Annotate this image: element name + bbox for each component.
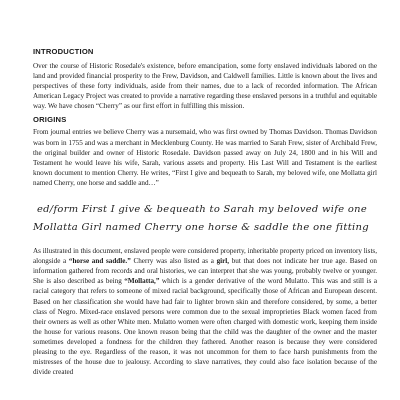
introduction-heading: INTRODUCTION bbox=[33, 47, 94, 56]
analysis-text-1: As illustrated in this document, enslaved people were considered property, inheritable property priced on inventory lists, alongside a bbox=[33, 247, 377, 266]
analysis-text-2: Cherry was also listed as a bbox=[130, 257, 217, 266]
mollatta-term: “Mollatta,” bbox=[124, 277, 160, 286]
girl-term: girl, bbox=[216, 257, 230, 266]
origins-paragraph: From journal entries we believe Cherry was a nursemaid, who was first owned by Thomas Davidson. Thomas Davidson was born in 1755 and was a merchant in Mecklenburg County. He was married to Sarah Frew, sister of Archibald Frew, the original builder and owner of Historic Rosedale. Davidson passed away on July 24, 1800 and in his Will and Testament he would leave his wife, Sarah, various assets and property. His Last Will and Testament is the earliest known document to mention Cherry. He writes, “First I give and bequeath to Sarah, my beloved wife, one Mollatta girl named Cherry, one horse and saddle and…” bbox=[33, 128, 377, 187]
origins-heading: ORIGINS bbox=[33, 115, 67, 125]
handwritten-line-2: Mollatta Girl named Cherry one horse & saddle the one fitting bbox=[31, 222, 370, 234]
horse-and-saddle-term: “horse and saddle.” bbox=[68, 257, 131, 266]
analysis-text-3: but that does not indicate her true age. Based on information gathered from records and oral histories, we can interpret that she was young, probably twelve or younger. She is also described as being bbox=[33, 257, 377, 286]
analysis-text-4: which is a gender derivative of the word Mulatto. This was and still is a racial category that refers to someone of mixed racial background, specifically those of African and European descent. Based on her classification she would have had fair to lighter brown skin and therefore considered, by some, a better class of Negro. Mixed-race enslaved persons were common due to the sexual improprieties Black women faced from their owners as well as other White men. Mulatto women were often charged with domestic work, keeping them inside the house for various reasons. One known reason being that the child was the daughter of the owner and the master sometimes developed a fondness for the children they fathered. Another reason is because they were considered pleasing to the eye. Regardless of the reason, it was not uncommon for them to face harsh punishments from the mistresses of the house due to jealousy. According to slave narratives, they could also face isolation because of the divide created bbox=[33, 277, 377, 377]
handwritten-will-image bbox=[31, 198, 383, 236]
introduction-paragraph: Over the course of Historic Rosedale's existence, before emancipation, some forty enslaved individuals labored on the land and provided financial prosperity to the Frew, Davidson, and Caldwell families. Little is known about the lives and perspectives of these forty individuals, aside from their names, due to a lack of recorded information. The African American Legacy Project was created to provide a narrative regarding these enslaved persons in a truthful and equitable way. We have chosen “Cherry” as our first effort in fulfilling this mission. bbox=[33, 62, 377, 111]
analysis-paragraph bbox=[33, 246, 377, 377]
handwritten-will-excerpt bbox=[31, 198, 383, 236]
handwritten-line-1: ed/form First I give & bequeath to Sarah my beloved wife one bbox=[37, 204, 368, 216]
